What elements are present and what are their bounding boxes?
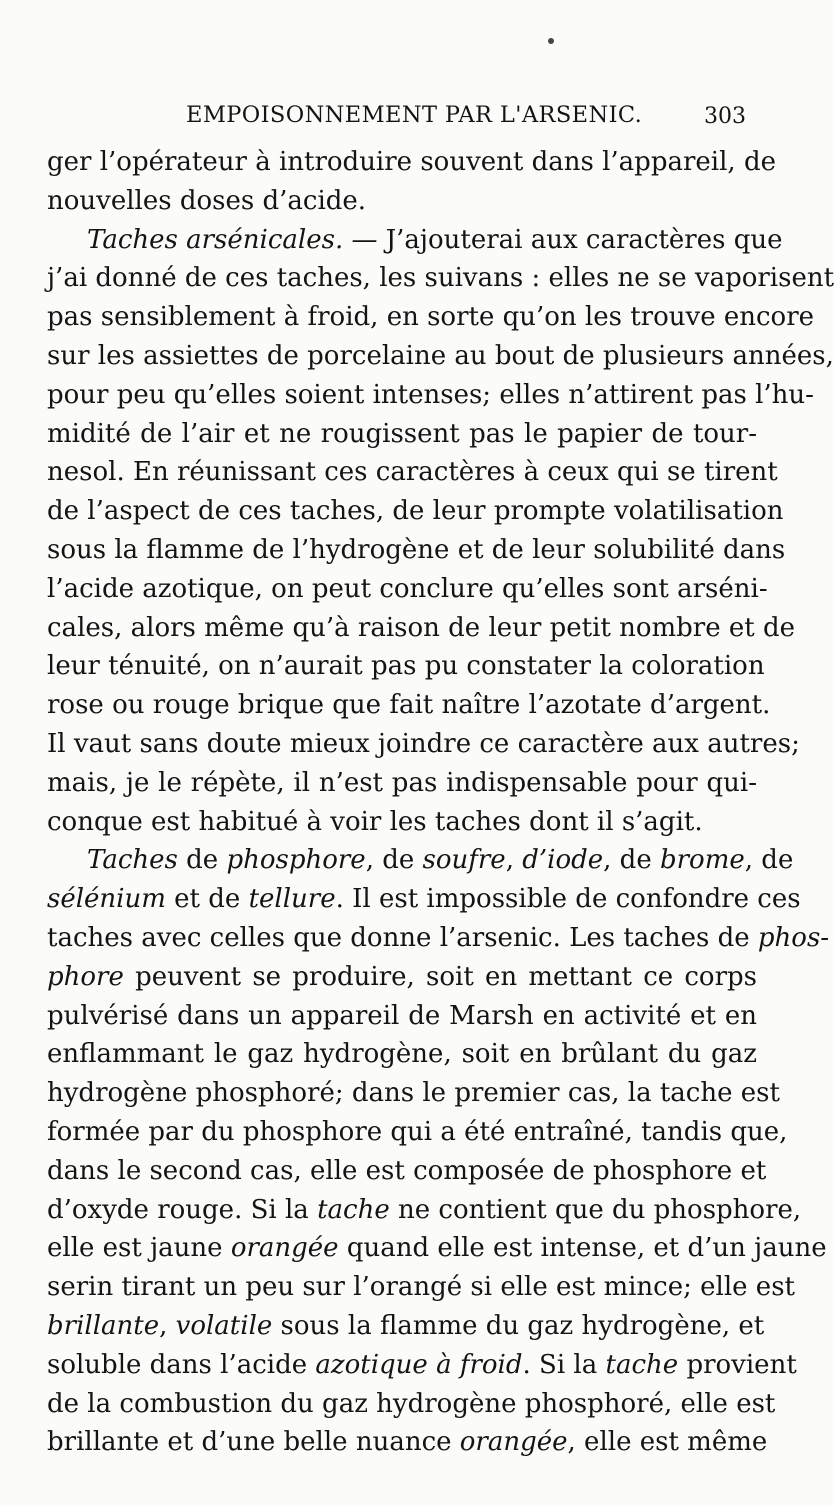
text-line xyxy=(47,764,757,803)
text-run: pas sensiblement à froid, en sorte qu’on les trouve encore xyxy=(47,302,815,333)
page-number: 303 xyxy=(704,104,746,129)
ink-speck xyxy=(548,38,554,44)
text-run: et de xyxy=(165,884,249,915)
text-run: , xyxy=(505,845,523,876)
text-run: , elle est même xyxy=(567,1427,768,1458)
text-run: de l’aspect de ces taches, de leur prompte volatilisation xyxy=(47,496,784,527)
page-header xyxy=(0,102,800,142)
text-line xyxy=(47,997,757,1036)
text-run: taches avec celles que donne l’arsenic. Les taches de xyxy=(47,922,758,953)
text-line xyxy=(47,958,757,997)
text-run: l’acide azotique, on peut conclure qu’elles sont arséni- xyxy=(47,573,768,604)
text-run: provient xyxy=(678,1349,797,1380)
italic-run: Taches arsénicales. xyxy=(87,224,344,255)
text-run: — J’ajouterai aux caractères que xyxy=(343,224,783,255)
text-line xyxy=(47,1113,788,1152)
text-run: serin tirant un peu sur l’orangé si elle est mince; elle est xyxy=(47,1272,795,1303)
text-line xyxy=(47,221,783,260)
italic-run: brillante xyxy=(47,1310,160,1341)
text-run: pulvérisé dans un appareil de Marsh en activité et en xyxy=(47,1000,757,1031)
text-line xyxy=(47,841,794,880)
italic-run: orangée xyxy=(459,1427,568,1458)
text-run: midité de l’air et ne rougissent pas le papier de tour- xyxy=(47,418,757,449)
text-run: ne contient que du phosphore, xyxy=(389,1194,802,1225)
text-line xyxy=(47,1035,757,1074)
text-line xyxy=(47,1346,797,1385)
text-run: dans le second cas, elle est composée de phosphore et xyxy=(47,1155,767,1186)
italic-run: tache xyxy=(605,1349,679,1380)
text-line xyxy=(47,1229,827,1268)
text-line xyxy=(47,1152,767,1191)
text-line xyxy=(47,492,784,531)
text-line xyxy=(47,1307,765,1346)
text-run: peuvent se produire, soit en mettant ce corps xyxy=(123,961,757,992)
text-run: soluble dans l’acide xyxy=(47,1349,316,1380)
text-run: hydrogène phosphoré; dans le premier cas, la tache est xyxy=(47,1078,780,1109)
text-run: , xyxy=(159,1310,176,1341)
paragraph xyxy=(47,841,830,1462)
text-line xyxy=(47,686,771,725)
text-line xyxy=(47,1423,768,1462)
italic-run: d’iode xyxy=(522,845,604,876)
text-run: formée par du phosphore qui a été entraîné, tandis que, xyxy=(47,1116,788,1147)
body-text xyxy=(47,143,834,1462)
text-run: conque est habitué à voir les taches dont il s’agit. xyxy=(47,806,703,837)
italic-run: phore xyxy=(47,961,124,992)
italic-run: Taches xyxy=(87,845,178,876)
text-line xyxy=(47,143,776,182)
text-line xyxy=(47,919,830,958)
text-run: d’oxyde rouge. Si la xyxy=(47,1194,318,1225)
text-run: , de xyxy=(365,845,423,876)
text-run: elle est jaune xyxy=(47,1233,231,1264)
italic-run: phos- xyxy=(757,922,830,953)
italic-run: tellure xyxy=(248,884,336,915)
text-run: enflammant le gaz hydrogène, soit en brûlant du gaz xyxy=(47,1039,757,1070)
text-line xyxy=(47,531,786,570)
text-run: nouvelles doses d’acide. xyxy=(47,185,367,216)
italic-run: sélénium xyxy=(47,884,166,915)
text-run: , de xyxy=(603,845,660,876)
text-line xyxy=(47,259,834,298)
text-line xyxy=(47,725,800,764)
text-run: , de xyxy=(744,845,794,876)
text-run: quand elle est intense, et d’un jaune xyxy=(338,1233,827,1264)
text-run: j’ai donné de ces taches, les suivans : elles ne se vaporisent xyxy=(47,263,834,294)
text-line xyxy=(47,337,834,376)
text-run: sur les assiettes de porcelaine au bout de plusieurs années, xyxy=(47,340,834,371)
text-run: pour peu qu’elles soient intenses; elles n’attirent pas l’hu- xyxy=(47,379,814,410)
text-run: leur ténuité, on n’aurait pas pu constater la coloration xyxy=(47,651,765,682)
text-run: nesol. En réunissant ces caractères à ceux qui se tirent xyxy=(47,457,778,488)
text-run: de xyxy=(177,845,227,876)
text-run: sous la flamme du gaz hydrogène, et xyxy=(272,1310,765,1341)
text-run: . Il est impossible de confondre ces xyxy=(335,884,801,915)
text-line xyxy=(47,1074,780,1113)
text-line xyxy=(47,298,815,337)
text-run: Il vaut sans doute mieux joindre ce caractère aux autres; xyxy=(47,728,800,759)
text-line xyxy=(47,182,757,221)
text-line xyxy=(47,803,757,842)
text-run: sous la flamme de l’hydrogène et de leur solubilité dans xyxy=(47,534,786,565)
text-line xyxy=(47,453,778,492)
italic-run: volatile xyxy=(175,1310,273,1341)
text-run: de la combustion du gaz hydrogène phosphoré, elle est xyxy=(47,1388,776,1419)
text-line xyxy=(47,1268,795,1307)
paragraph xyxy=(47,221,834,842)
text-run: ger l’opérateur à introduire souvent dans l’appareil, de xyxy=(47,147,776,177)
text-run: brillante et d’une belle nuance xyxy=(47,1427,460,1458)
italic-run: phosphore xyxy=(226,845,366,876)
italic-run: orangée xyxy=(230,1233,339,1264)
text-run: rose ou rouge brique que fait naître l’azotate d’argent. xyxy=(47,690,771,721)
text-line xyxy=(47,609,796,648)
text-run: mais, je le répète, il n’est pas indispensable pour qui- xyxy=(47,767,757,798)
text-run: . Si la xyxy=(522,1349,606,1380)
italic-run: azotique à froid xyxy=(315,1349,523,1380)
text-line xyxy=(47,376,814,415)
text-line xyxy=(47,1191,802,1230)
italic-run: brome xyxy=(659,845,745,876)
paragraph xyxy=(47,143,776,221)
italic-run: soufre xyxy=(422,845,506,876)
text-line xyxy=(47,880,801,919)
running-title: EMPOISONNEMENT PAR L'ARSENIC. xyxy=(186,102,643,128)
italic-run: tache xyxy=(317,1194,390,1225)
text-line xyxy=(47,570,768,609)
text-line xyxy=(47,647,765,686)
text-run: cales, alors même qu’à raison de leur petit nombre et de xyxy=(47,612,796,643)
text-line xyxy=(47,1385,776,1424)
text-line xyxy=(47,415,757,454)
